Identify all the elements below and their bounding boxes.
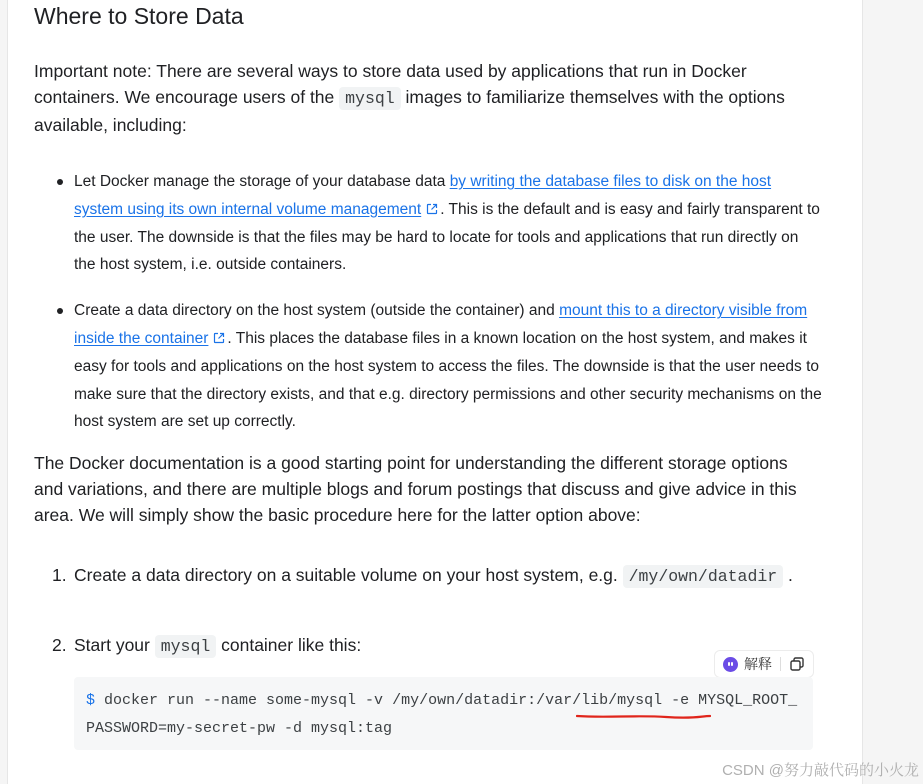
external-link-icon[interactable] [213, 332, 225, 344]
step-number: 2. [52, 635, 67, 655]
step-text-before: Start your [74, 635, 155, 655]
intro-text-after: images to familiarize themselves with the options available, including: [34, 87, 785, 135]
explain-button[interactable] [723, 654, 772, 674]
storage-options-list [34, 168, 824, 454]
section-heading: Where to Store Data [34, 3, 244, 29]
ai-assistant-icon [723, 657, 738, 672]
bullet-text-after: . This is the default and is easy and fairly transparent to the user. The downside is that the files may be hard to locate for tools and applications that run directly on the host system, i.e. outside containers. [74, 200, 820, 274]
bind-mount-link[interactable]: mount this to a directory visible from inside the container [74, 302, 808, 347]
step-text-before: Create a data directory on a suitable volume on your host system, e.g. [74, 565, 623, 585]
step-number: 1. [52, 565, 67, 585]
docker-volume-link[interactable]: by writing the database files to disk on the host system using its own internal volume management [74, 173, 772, 218]
step-item [52, 561, 824, 626]
inline-code-datadir: /my/own/datadir [623, 565, 784, 588]
csdn-watermark: CSDN @努力敲代码的小火龙 [722, 762, 919, 779]
inline-code-mysql: mysql [155, 635, 217, 658]
bullet-text-after: . This places the database files in a known location on the host system, and makes it easy for tools and applications on the host system to access the files. The downside is that the user needs to make sure that the directory exists, and that e.g. directory permissions and other security mechanisms on the host system are set up correctly. [74, 329, 822, 431]
external-link-icon[interactable] [426, 203, 438, 215]
inline-code-mysql: mysql [339, 87, 401, 110]
bullet-text-before: Let Docker manage the storage of your database data [74, 173, 450, 190]
step-text-after: container like this: [216, 635, 362, 655]
intro-paragraph [34, 58, 814, 138]
red-annotation-underline [576, 713, 711, 719]
list-item [74, 168, 824, 279]
step-text-after: . [783, 565, 793, 585]
article [7, 0, 863, 784]
docker-docs-paragraph: The Docker documentation is a good starting point for understanding the different storage options and variations, and there are multiple blogs and forum postings that discuss and give advice in this area. We will simply show the basic procedure here for the latter option above: [34, 453, 797, 525]
explain-label: 解释 [744, 656, 772, 672]
step-item [52, 631, 824, 661]
docker-run-command: docker run --name some-mysql -v /my/own/datadir:/var/lib/mysql -e MYSQL_ROOT_PASSWORD=my-secret-pw -d mysql:tag [86, 692, 798, 737]
shell-prompt: $ [86, 692, 96, 709]
code-toolbar [714, 650, 814, 678]
toolbar-divider [780, 657, 781, 671]
copy-icon[interactable] [789, 656, 805, 672]
bullet-text-before: Create a data directory on the host system (outside the container) and [74, 302, 560, 320]
procedure-steps [34, 561, 824, 661]
intro-text-before: Important note: There are several ways to store data used by applications that run in Docker containers. We encourage users of the [34, 61, 747, 107]
list-item [74, 297, 824, 436]
